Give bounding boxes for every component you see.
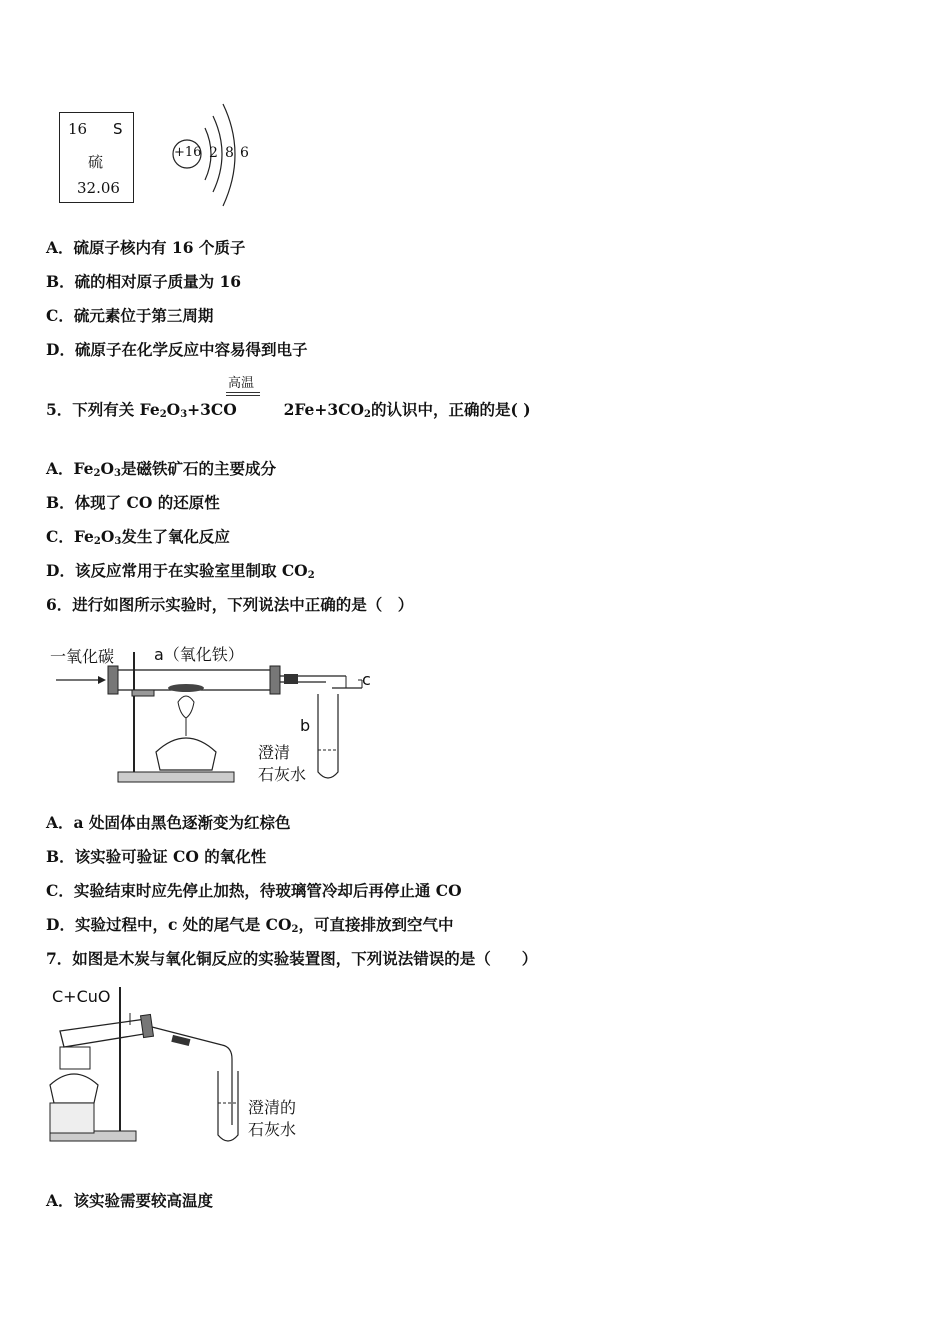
shell-2-electrons: 8 (225, 145, 234, 161)
q5-option-a: A．$Fe_2O_3$是磁铁矿石的主要成分 (46, 459, 277, 479)
atom-structure-diagram (165, 100, 255, 210)
element-symbol: S (113, 120, 123, 138)
q4-option-d: D．硫原子在化学反应中容易得到电子 (46, 340, 308, 359)
lime-water-label-2: 石灰水 (248, 1120, 297, 1139)
co-label: 一氧化碳 (50, 647, 115, 666)
q6-option-d: D．实验过程中，c 处的尾气是 $CO_2$，可直接排放到空气中 (46, 915, 454, 935)
q6-apparatus-figure (46, 632, 386, 792)
q4-option-b: B．硫的相对原子质量为 16 (46, 272, 242, 291)
q7-option-a: A．该实验需要较高温度 (46, 1191, 214, 1210)
tube-b-label: b (300, 716, 311, 735)
q6-option-b: B．该实验可验证 CO 的氧化性 (46, 847, 267, 866)
element-card (59, 112, 134, 203)
nucleus-charge: +16 (174, 145, 202, 160)
q6-option-c: C．实验结束时应先停止加热，待玻璃管冷却后再停止通 CO (46, 881, 462, 900)
q5-option-c: C．$Fe_2O_3$发生了氧化反应 (46, 527, 230, 547)
q5-question: 5．下列有关 $Fe_2O_3+3CO$ $2Fe+3CO_2$的认识中，正确的是( ) (46, 400, 531, 420)
q6-question: 6．进行如图所示实验时，下列说法中正确的是（ ） (46, 595, 414, 614)
q4-option-a: A．硫原子核内有 16 个质子 (46, 238, 246, 257)
lime-water-label-1: 澄清的 (248, 1098, 297, 1117)
q7-question: 7．如图是木炭与氧化铜反应的实验装置图，下列说法错误的是（ ） (46, 949, 538, 968)
q5-option-d: D．该反应常用于在实验室里制取 $CO_2$ (46, 561, 315, 581)
equals-line-top (226, 392, 260, 393)
element-name: 硫 (88, 153, 104, 171)
lime-water-label-1: 澄清 (258, 743, 291, 762)
outlet-c-label: c (362, 670, 371, 689)
shell-1-electrons: 2 (209, 145, 218, 161)
atomic-number: 16 (68, 120, 88, 138)
atomic-mass: 32.06 (77, 179, 120, 197)
lime-water-label-2: 石灰水 (258, 765, 307, 784)
equals-line-bottom (226, 395, 260, 396)
shell-3-electrons: 6 (240, 145, 249, 161)
q6-option-a: A．a 处固体由黑色逐渐变为红棕色 (46, 813, 291, 832)
q7-apparatus-figure (46, 985, 316, 1150)
q4-option-c: C．硫元素位于第三周期 (46, 306, 214, 325)
reaction-condition: 高温 (228, 376, 255, 391)
reactants-label: C+CuO (52, 987, 111, 1006)
iron-oxide-label: a（氧化铁） (154, 645, 244, 664)
q5-option-b: B．体现了 CO 的还原性 (46, 493, 220, 512)
